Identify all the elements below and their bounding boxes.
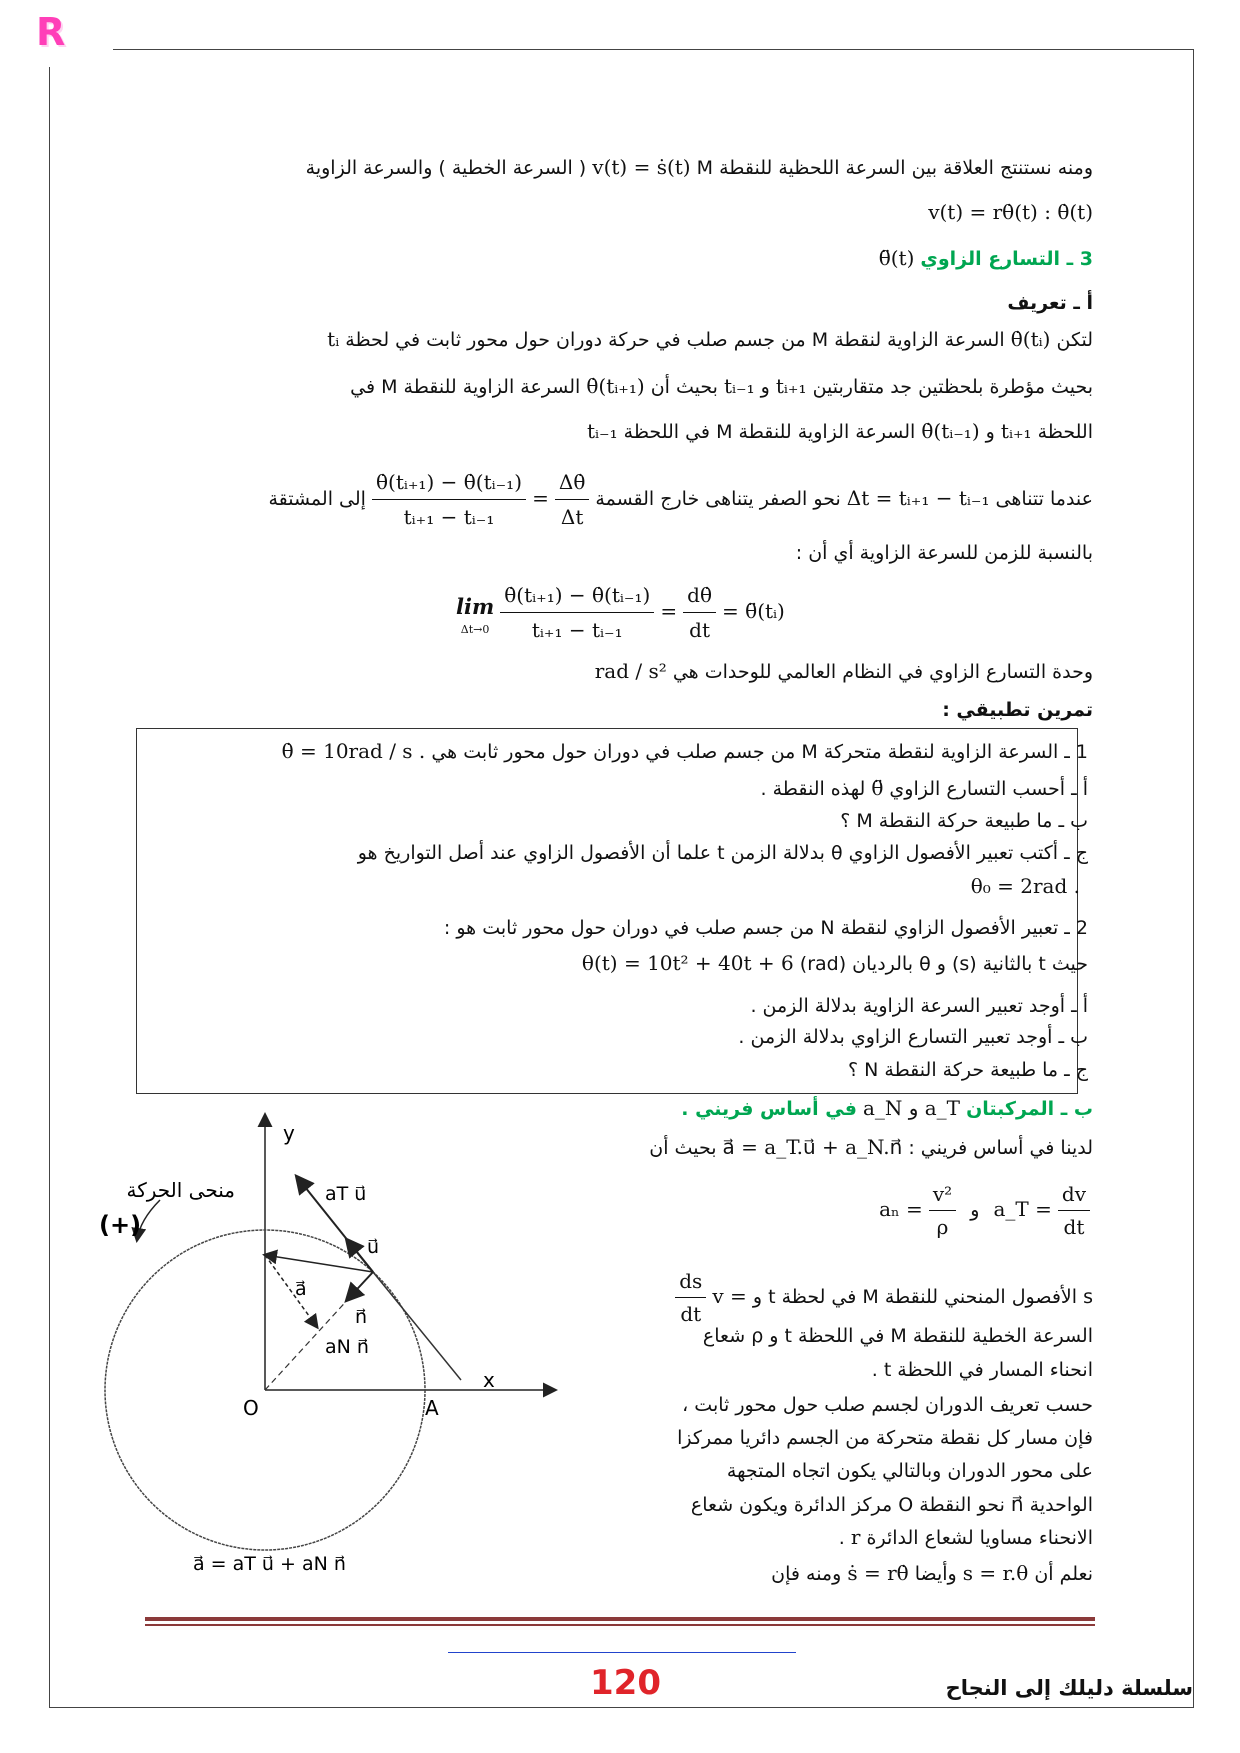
frenet-line (649, 1134, 1093, 1161)
equation-label: aₙ = (879, 1197, 923, 1221)
left-rule (49, 67, 50, 1707)
denominator: tᵢ₊₁ − tᵢ₋₁ (403, 505, 495, 529)
a-projection (265, 1255, 317, 1327)
numerator: θ̇(tᵢ₊₁) − θ̇(tᵢ₋₁) (372, 465, 526, 500)
label-plus: (+) (99, 1211, 142, 1239)
symbol: θ̈(t) (878, 246, 915, 270)
text: نعلم أن (1034, 1563, 1093, 1585)
text: ومنه فإن (771, 1563, 842, 1585)
fraction (683, 578, 716, 647)
circular-motion-figure (85, 1105, 585, 1610)
fraction (555, 465, 589, 534)
series-title: سلسلة دليلك إلى النجاح (945, 1676, 1193, 1700)
footer-rule-thin (145, 1624, 1095, 1626)
label-atu: aT u⃗ (325, 1183, 367, 1205)
subsection-a: أ ـ تعريف (1007, 292, 1093, 314)
equation: θ₀ = 2rad . (970, 874, 1080, 898)
label-a-point: A (425, 1396, 439, 1420)
equation: θ̇ = 10rad / s . (281, 739, 426, 763)
text: 1 ـ السرعة الزاوية لنقطة متحركة M من جسم صلب في دوران حول محور ثابت هي (431, 741, 1088, 763)
text: أ ـ أحسب التسارع الزاوي (889, 778, 1088, 800)
label-ann: aN n⃗ (325, 1336, 369, 1358)
symbol: r (850, 1525, 861, 1549)
fraction (929, 1178, 956, 1243)
velocity-equation-line (928, 199, 1093, 226)
n-vector (347, 1272, 373, 1300)
equation: θ(t) = 10t² + 40t + 6 (581, 951, 794, 975)
figure-caption: a⃗ = aT u⃗ + aN n⃗ (193, 1553, 346, 1575)
heading: في أساس فريني . (681, 1098, 857, 1120)
equation: ṡ = rθ̇ (847, 1561, 909, 1585)
text: لتكن (1056, 329, 1093, 351)
text: لدينا في أساس فريني : (908, 1137, 1093, 1159)
frenet-title (681, 1095, 1093, 1122)
denominator: ρ (936, 1215, 949, 1239)
text: ومنه نستنتج العلاقة بين السرعة اللحظية للنقطة M (696, 157, 1093, 179)
exercise-q2b: ب ـ أوجد تعبير التسارع الزاوي بدلالة الزمن . (738, 1026, 1088, 1048)
equation: Δt = tᵢ₊₁ − tᵢ₋₁ (846, 486, 990, 510)
symbol: tᵢ₊₁ (775, 374, 807, 398)
section-heading: 3 ـ التسارع الزاوي (920, 248, 1093, 270)
text: اللحظة (1037, 421, 1093, 443)
text: بحيث أن (650, 376, 718, 398)
exercise-q1c-eq (971, 873, 1080, 900)
numerator: ds (675, 1265, 706, 1298)
text: الانحناء مساويا لشعاع الدائرة (866, 1527, 1093, 1549)
text: و (985, 421, 995, 443)
equation: v(t) = rθ̇(t) : θ̇(t) (928, 200, 1093, 224)
exercise-q1b: ب ـ ما طبيعة حركة النقطة M ؟ (840, 810, 1088, 832)
exercise-q1a (761, 775, 1089, 802)
footer-blue-line (448, 1652, 796, 1653)
frenet-line: حسب تعريف الدوران لجسم صلب حول محور ثابت ، (682, 1394, 1093, 1416)
symbol: tᵢ₋₁ (723, 374, 755, 398)
equation: v(t) = ṡ(t) (592, 155, 691, 179)
frenet-line: فإن مسار كل نقطة متحركة من الجسم دائريا ممركزا (677, 1427, 1093, 1449)
page-number: 120 (590, 1663, 661, 1703)
denominator: dt (1063, 1215, 1085, 1239)
text: وأيضا (914, 1563, 957, 1585)
symbol: θ̇(tᵢ) (1010, 327, 1051, 351)
equation: a⃗ = a_T.u⃗ + a_N.n⃗ (722, 1135, 903, 1159)
frenet-line: السرعة الخطية للنقطة M في اللحظة t و ρ شعاع (702, 1325, 1093, 1347)
top-rule (113, 49, 1194, 50)
bottom-rule (49, 1707, 1194, 1708)
logo: R (36, 10, 66, 54)
fraction (675, 1265, 706, 1330)
label-n: n⃗ (355, 1306, 368, 1328)
symbol: θ̇(tᵢ₊₁) (586, 374, 645, 398)
a-vector (265, 1255, 373, 1272)
velocity-relation-line (306, 154, 1093, 181)
exercise-title: تمرين تطبيقي : (942, 699, 1093, 721)
text: الواحدية (1029, 1494, 1093, 1516)
footer-rule (145, 1617, 1095, 1621)
paragraph-line (587, 418, 1093, 445)
frenet-line: على محور الدوران وبالتالي يكون اتجاه المتجهة (726, 1460, 1093, 1482)
text: نحو النقطة O مركز الدائرة ويكون شعاع (690, 1494, 1005, 1516)
numerator: Δθ̇ (555, 465, 589, 500)
exercise-q2-eq (582, 950, 1088, 977)
denominator: Δt (560, 505, 584, 529)
symbol: tᵢ (327, 327, 340, 351)
numerator: v² (929, 1178, 956, 1211)
paragraph-line (327, 326, 1093, 353)
label-y: y (283, 1121, 295, 1145)
label-a-vec: a⃗ (295, 1278, 307, 1300)
symbol: a_N و a_T (862, 1096, 961, 1120)
fraction (372, 465, 526, 534)
text: إلى المشتقة (268, 488, 366, 510)
unit-line (595, 658, 1093, 685)
frenet-line (691, 1491, 1093, 1518)
equation: = θ̈(tᵢ) (722, 599, 785, 623)
exercise-q2c: ج ـ ما طبيعة حركة النقطة N ؟ (848, 1059, 1088, 1081)
lim-subscript: Δt→0 (460, 622, 490, 636)
numerator: dv (1058, 1178, 1090, 1211)
frenet-line (771, 1560, 1093, 1587)
text: حيث t بالثانية (s) و θ بالرديان (rad) (799, 953, 1088, 975)
text: عندما تتناهى (995, 488, 1093, 510)
text: السرعة الزاوية للنقطة M في (350, 376, 581, 398)
denominator: dt (680, 1302, 702, 1326)
label-curve: منحى الحركة (126, 1178, 235, 1202)
fraction (500, 578, 654, 647)
text: s الأفصول المنحني للنقطة M في لحظة t (768, 1286, 1093, 1308)
text: نحو الصفر يتناهى خارج القسمة (595, 488, 841, 510)
text: وحدة التسارع الزاوي في النظام العالمي للوحدات هي (672, 661, 1093, 683)
paragraph-line: بالنسبة للزمن للسرعة الزاوية أي أن : (795, 542, 1093, 564)
frenet-line: الانحناء مساويا لشعاع الدائرة r . (838, 1525, 1093, 1549)
frenet-line: انحناء المسار في اللحظة t . (871, 1359, 1093, 1381)
label-x: x (483, 1368, 495, 1392)
text: و (970, 1199, 980, 1221)
tangent-line (373, 1272, 461, 1380)
text: و (752, 1286, 763, 1308)
label-o: O (243, 1396, 259, 1420)
exercise-q1c: ج ـ أكتب تعبير الأفصول الزاوي θ بدلالة الزمن t علما أن الأفصول الزاوي عند أصل التواريخ هو (357, 842, 1088, 864)
text: لهذه النقطة . (760, 778, 866, 800)
paragraph-line (350, 373, 1093, 400)
fraction (1058, 1178, 1090, 1243)
label-u: u⃗ (367, 1236, 380, 1258)
lim-label: lim (456, 593, 495, 619)
text: السرعة الزاوية لنقطة M من جسم صلب في حركة دوران حول محور ثابت في لحظة (345, 329, 1005, 351)
text: ( السرعة الخطية ) والسرعة الزاوية (305, 157, 587, 179)
text: بحيث أن (649, 1137, 717, 1159)
text: بحيث مؤطرة بلحظتين جد متقاربتين (812, 376, 1093, 398)
paragraph-line: عندما تتناهى Δt = tᵢ₊₁ − tᵢ₋₁ نحو الصفر يتناهى خارج القسمة $\frac{\Delta\thetȧ}{\Delta t}$ = $\frac{\text{θ̇(tᵢ₊₁) − θ̇(tᵢ₋₁)}}{\text{tᵢ₊₁ − tᵢ₋₁}}$ إلى المشتقة (268, 465, 1093, 534)
denominator: tᵢ₊₁ − tᵢ₋₁ (531, 618, 623, 642)
heading: ب ـ المركبتان (966, 1098, 1093, 1120)
symbol: tᵢ₊₁ (1000, 419, 1032, 443)
limit-equation: lim Δt→0 $\frac{\text{θ̇(tᵢ₊₁) − θ̇(tᵢ₋₁)}}{\text{tᵢ₊₁ − tᵢ₋₁}}$ = $\frac{d\thetȧ}{dt}$ = θ̈(tᵢ) (456, 578, 785, 647)
exercise-q2: 2 ـ تعبير الأفصول الزاوي لنقطة N من جسم صلب في دوران حول محور ثابت هو : (443, 917, 1088, 939)
equation-label: v = (712, 1284, 747, 1308)
symbol: tᵢ₋₁ (586, 419, 618, 443)
text: و (760, 376, 770, 398)
frenet-line (675, 1265, 1093, 1330)
symbol: θ̈ (871, 776, 884, 800)
denominator: dt (689, 618, 710, 642)
equation-label: a_T = (993, 1197, 1052, 1221)
equation: s = r.θ (962, 1561, 1029, 1585)
numerator: dθ̇ (683, 578, 716, 613)
symbol: θ̇(tᵢ₋₁) (921, 419, 980, 443)
text: السرعة الزاوية للنقطة M في اللحظة (623, 421, 916, 443)
section-title (879, 245, 1093, 272)
numerator: θ̇(tᵢ₊₁) − θ̇(tᵢ₋₁) (500, 578, 654, 613)
exercise-q1 (282, 738, 1088, 765)
right-rule (1193, 49, 1194, 1707)
symbol: n⃗ (1010, 1492, 1024, 1516)
frenet-components (879, 1178, 1090, 1243)
unit: rad / s² (594, 659, 667, 683)
exercise-q2a: أ ـ أوجد تعبير السرعة الزاوية بدلالة الزمن . (750, 995, 1088, 1017)
